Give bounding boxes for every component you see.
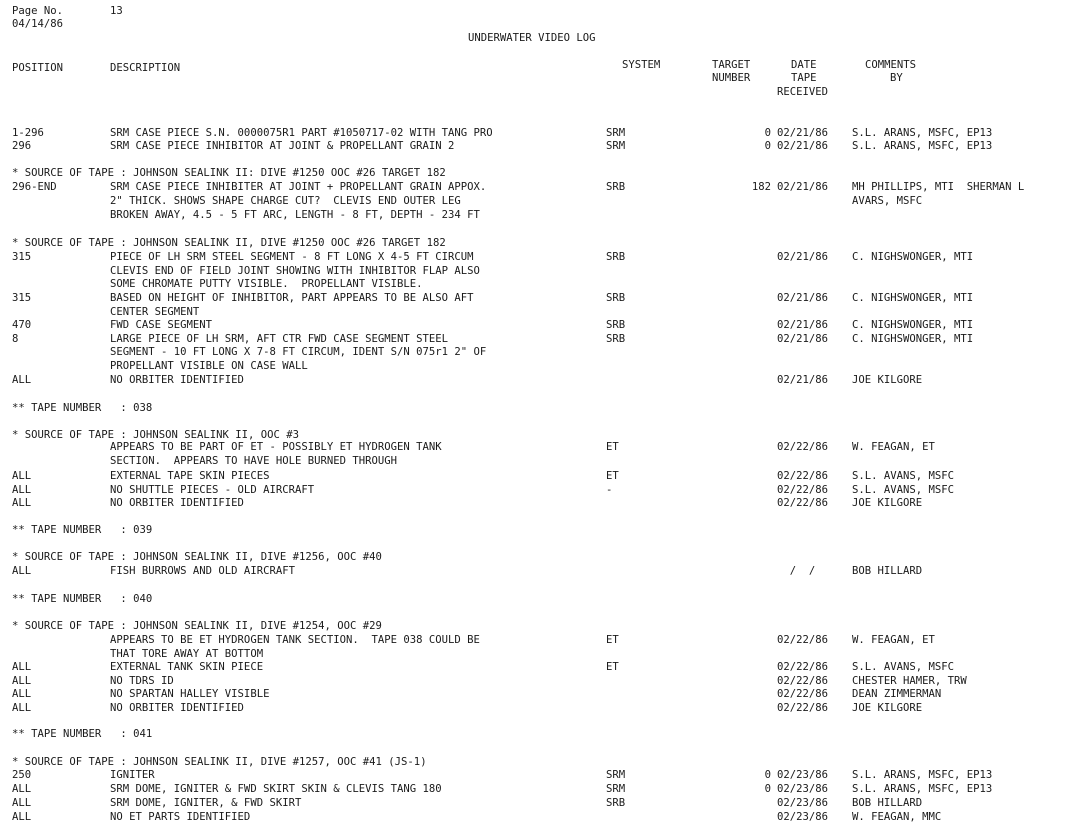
row-system: SRM	[606, 127, 626, 139]
column-header-comments: COMMENTS	[865, 59, 917, 71]
row-system: SRB	[606, 319, 626, 331]
row-position: 296	[12, 140, 32, 152]
row-date-received: 02/22/86	[777, 688, 829, 700]
row-date-received: 02/21/86	[777, 374, 829, 386]
row-comments-by: BOB HILLARD	[852, 797, 923, 809]
row-description: NO TDRS ID	[110, 675, 174, 687]
row-position: ALL	[12, 675, 32, 687]
row-description: APPEARS TO BE PART OF ET - POSSIBLY ET HYDROGEN TANK	[110, 441, 442, 453]
row-date-received: 02/22/86	[777, 634, 829, 646]
row-comments-by: C. NIGHSWONGER, MTI	[852, 319, 974, 331]
row-date-received: 02/22/86	[777, 470, 829, 482]
row-comments-by: S.L. ARANS, MSFC, EP13	[852, 783, 993, 795]
row-date-received: 02/21/86	[777, 181, 829, 193]
row-description: SECTION. APPEARS TO HAVE HOLE BURNED THROUGH	[110, 455, 398, 467]
row-date-received: 02/21/86	[777, 319, 829, 331]
row-system: SRB	[606, 333, 626, 345]
row-source-line: * SOURCE OF TAPE : JOHNSON SEALINK II: DIVE #1250 OOC #26 TARGET 182	[12, 167, 446, 179]
row-comments-by: JOE KILGORE	[852, 374, 923, 386]
row-system: ET	[606, 470, 619, 482]
row-comments-by: JOE KILGORE	[852, 702, 923, 714]
row-target-number: 0	[764, 783, 771, 795]
row-description: CENTER SEGMENT	[110, 306, 200, 318]
page-number: 13	[110, 5, 123, 17]
row-date-received: 02/22/86	[777, 484, 829, 496]
row-position: ALL	[12, 811, 32, 823]
row-target-number: 182	[751, 181, 771, 193]
row-position: 315	[12, 251, 32, 263]
row-date-received: 02/22/86	[777, 675, 829, 687]
row-description: BROKEN AWAY, 4.5 - 5 FT ARC, LENGTH - 8 FT, DEPTH - 234 FT	[110, 209, 480, 221]
row-date-received: 02/21/86	[777, 251, 829, 263]
row-comments-by: W. FEAGAN, ET	[852, 441, 935, 453]
column-header-date: DATE	[791, 59, 817, 71]
row-system: -	[606, 484, 613, 496]
row-description: BASED ON HEIGHT OF INHIBITOR, PART APPEARS TO BE ALSO AFT	[110, 292, 474, 304]
row-system: SRB	[606, 181, 626, 193]
row-description: IGNITER	[110, 769, 155, 781]
row-system: SRB	[606, 251, 626, 263]
row-source-line: ** TAPE NUMBER : 041	[12, 728, 153, 740]
row-date-received: 02/21/86	[777, 127, 829, 139]
row-source-line: * SOURCE OF TAPE : JOHNSON SEALINK II, DIVE #1254, OOC #29	[12, 620, 382, 632]
row-position: 296-END	[12, 181, 57, 193]
row-date-received: 02/21/86	[777, 292, 829, 304]
row-position: 250	[12, 769, 32, 781]
row-comments-by: DEAN ZIMMERMAN	[852, 688, 942, 700]
row-target-number: 0	[764, 140, 771, 152]
row-system: ET	[606, 661, 619, 673]
row-comments-by: MH PHILLIPS, MTI SHERMAN L	[852, 181, 1025, 193]
row-position: ALL	[12, 565, 32, 577]
row-position: 1-296	[12, 127, 44, 139]
row-comments-by: S.L. ARANS, MSFC, EP13	[852, 127, 993, 139]
row-system: ET	[606, 634, 619, 646]
row-description: SRM CASE PIECE S.N. 0000075R1 PART #1050717-02 WITH TANG PRO	[110, 127, 493, 139]
row-source-line: * SOURCE OF TAPE : JOHNSON SEALINK II, DIVE #1257, OOC #41 (JS-1)	[12, 756, 427, 768]
row-date-received: 02/21/86	[777, 333, 829, 345]
row-date-received: 02/23/86	[777, 769, 829, 781]
row-position: ALL	[12, 470, 32, 482]
row-system: SRB	[606, 797, 626, 809]
row-system: SRB	[606, 292, 626, 304]
column-header-position: POSITION	[12, 62, 64, 74]
row-description: FISH BURROWS AND OLD AIRCRAFT	[110, 565, 295, 577]
row-description: SRM DOME, IGNITER, & FWD SKIRT	[110, 797, 302, 809]
row-comments-by: S.L. AVANS, MSFC	[852, 470, 955, 482]
row-description: 2" THICK. SHOWS SHAPE CHARGE CUT? CLEVIS END OUTER LEG	[110, 195, 461, 207]
row-description: NO ORBITER IDENTIFIED	[110, 374, 244, 386]
row-description: APPEARS TO BE ET HYDROGEN TANK SECTION. TAPE 038 COULD BE	[110, 634, 480, 646]
row-position: ALL	[12, 688, 32, 700]
row-position: 8	[12, 333, 19, 345]
row-description: THAT TORE AWAY AT BOTTOM	[110, 648, 264, 660]
row-date-received: 02/23/86	[777, 811, 829, 823]
row-date-received: 02/22/86	[777, 661, 829, 673]
column-header-by: BY	[890, 72, 903, 84]
row-description: SRM DOME, IGNITER & FWD SKIRT SKIN & CLEVIS TANG 180	[110, 783, 442, 795]
row-comments-by: S.L. AVANS, MSFC	[852, 484, 955, 496]
row-comments-by: C. NIGHSWONGER, MTI	[852, 251, 974, 263]
row-description: SRM CASE PIECE INHIBITOR AT JOINT & PROPELLANT GRAIN 2	[110, 140, 455, 152]
row-description: EXTERNAL TAPE SKIN PIECES	[110, 470, 270, 482]
row-source-line: * SOURCE OF TAPE : JOHNSON SEALINK II, DIVE #1250 OOC #26 TARGET 182	[12, 237, 446, 249]
row-description: FWD CASE SEGMENT	[110, 319, 213, 331]
row-position: ALL	[12, 797, 32, 809]
row-source-line: * SOURCE OF TAPE : JOHNSON SEALINK II, OOC #3	[12, 429, 300, 441]
row-date-received: / /	[777, 565, 816, 577]
column-header-tape: TAPE	[791, 72, 817, 84]
row-description: SOME CHROMATE PUTTY VISIBLE. PROPELLANT VISIBLE.	[110, 278, 423, 290]
row-source-line: * SOURCE OF TAPE : JOHNSON SEALINK II, DIVE #1256, OOC #40	[12, 551, 382, 563]
row-comments-by: C. NIGHSWONGER, MTI	[852, 333, 974, 345]
row-target-number: 0	[764, 127, 771, 139]
row-source-line: ** TAPE NUMBER : 038	[12, 402, 153, 414]
row-date-received: 02/21/86	[777, 140, 829, 152]
row-date-received: 02/22/86	[777, 441, 829, 453]
row-system: ET	[606, 441, 619, 453]
row-date-received: 02/23/86	[777, 783, 829, 795]
row-source-line: ** TAPE NUMBER : 040	[12, 593, 153, 605]
row-description: EXTERNAL TANK SKIN PIECE	[110, 661, 264, 673]
row-position: ALL	[12, 374, 32, 386]
row-description: NO SHUTTLE PIECES - OLD AIRCRAFT	[110, 484, 315, 496]
row-system: SRM	[606, 783, 626, 795]
row-description: NO SPARTAN HALLEY VISIBLE	[110, 688, 270, 700]
row-comments-by: S.L. ARANS, MSFC, EP13	[852, 140, 993, 152]
row-comments-by: BOB HILLARD	[852, 565, 923, 577]
row-system: SRM	[606, 769, 626, 781]
column-header-description: DESCRIPTION	[110, 62, 181, 74]
row-description: SEGMENT - 10 FT LONG X 7-8 FT CIRCUM, IDENT S/N 075r1 2" OF	[110, 346, 487, 358]
row-comments-by: CHESTER HAMER, TRW	[852, 675, 967, 687]
row-description: NO ET PARTS IDENTIFIED	[110, 811, 251, 823]
row-position: ALL	[12, 702, 32, 714]
column-header-target: TARGET	[712, 59, 751, 71]
row-description: PROPELLANT VISIBLE ON CASE WALL	[110, 360, 308, 372]
report-title: UNDERWATER VIDEO LOG	[468, 32, 596, 44]
row-date-received: 02/22/86	[777, 497, 829, 509]
row-description: PIECE OF LH SRM STEEL SEGMENT - 8 FT LONG X 4-5 FT CIRCUM	[110, 251, 474, 263]
row-description: NO ORBITER IDENTIFIED	[110, 497, 244, 509]
row-comments-by: C. NIGHSWONGER, MTI	[852, 292, 974, 304]
row-date-received: 02/23/86	[777, 797, 829, 809]
row-position: ALL	[12, 783, 32, 795]
row-comments-by: W. FEAGAN, ET	[852, 634, 935, 646]
row-position: ALL	[12, 484, 32, 496]
row-position: 470	[12, 319, 32, 331]
row-description: LARGE PIECE OF LH SRM, AFT CTR FWD CASE SEGMENT STEEL	[110, 333, 449, 345]
row-position: 315	[12, 292, 32, 304]
row-comments-by: S.L. ARANS, MSFC, EP13	[852, 769, 993, 781]
row-source-line: ** TAPE NUMBER : 039	[12, 524, 153, 536]
row-comments-by: W. FEAGAN, MMC	[852, 811, 942, 823]
column-header-received: RECEIVED	[777, 86, 829, 98]
row-comments-by: JOE KILGORE	[852, 497, 923, 509]
row-description: SRM CASE PIECE INHIBITER AT JOINT + PROPELLANT GRAIN APPOX.	[110, 181, 487, 193]
row-position: ALL	[12, 497, 32, 509]
row-description: CLEVIS END OF FIELD JOINT SHOWING WITH INHIBITOR FLAP ALSO	[110, 265, 480, 277]
row-system: SRM	[606, 140, 626, 152]
row-description: NO ORBITER IDENTIFIED	[110, 702, 244, 714]
column-header-system: SYSTEM	[622, 59, 661, 71]
page-label: Page No.	[12, 5, 64, 17]
row-target-number: 0	[764, 769, 771, 781]
row-position: ALL	[12, 661, 32, 673]
column-header-number: NUMBER	[712, 72, 751, 84]
report-date: 04/14/86	[12, 18, 64, 30]
row-date-received: 02/22/86	[777, 702, 829, 714]
row-comments-by: AVARS, MSFC	[852, 195, 923, 207]
row-comments-by: S.L. AVANS, MSFC	[852, 661, 955, 673]
